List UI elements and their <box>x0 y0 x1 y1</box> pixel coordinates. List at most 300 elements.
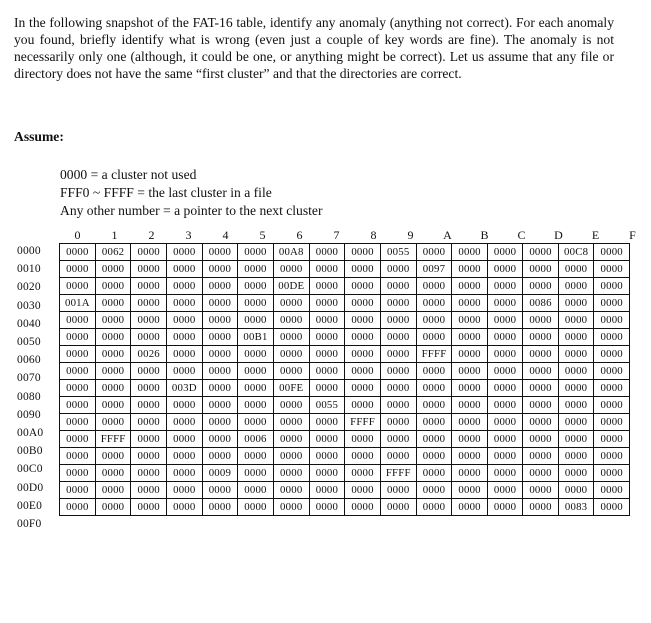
fat-cell: 0000 <box>309 380 344 397</box>
fat-cell: 0000 <box>452 346 487 363</box>
row-label-00A0: 00A0 <box>17 427 44 439</box>
fat-cell: 0000 <box>202 244 237 261</box>
fat-cell: 0000 <box>594 363 630 380</box>
fat-cell: 0000 <box>95 346 131 363</box>
fat-cell: 0000 <box>594 278 630 295</box>
fat-cell: 0000 <box>202 499 237 516</box>
column-header-5: 5 <box>259 228 266 242</box>
fat-cell: 0000 <box>487 499 522 516</box>
row-label-0030: 0030 <box>17 299 41 312</box>
row-label-0050: 0050 <box>17 336 41 348</box>
row-label-00D0: 00D0 <box>17 481 44 494</box>
fat-cell: 0000 <box>238 482 274 499</box>
column-header-4: 4 <box>222 228 229 242</box>
table-row <box>60 499 630 516</box>
fat-cell: 0000 <box>416 278 452 295</box>
fat-cell: 0000 <box>95 397 131 414</box>
fat-cell: 0000 <box>380 363 416 380</box>
fat-cell: 0000 <box>309 363 344 380</box>
fat-cell: 0000 <box>202 329 237 346</box>
fat-cell: 0000 <box>273 499 309 516</box>
fat-cell: 0000 <box>131 431 166 448</box>
fat-cell: 0097 <box>416 261 452 278</box>
fat-cell: 0000 <box>416 397 452 414</box>
fat-cell: 0000 <box>487 397 522 414</box>
legend-line-pointer: Any other number = a pointer to the next cluster <box>60 203 323 218</box>
fat-cell: 0000 <box>131 380 166 397</box>
fat-cell: 0000 <box>166 482 202 499</box>
fat-cell: 0000 <box>416 329 452 346</box>
fat-cell: 0000 <box>452 448 487 465</box>
row-label-0010: 0010 <box>17 263 41 276</box>
fat-cell: 0000 <box>131 482 166 499</box>
row-label-0070: 0070 <box>17 372 41 385</box>
fat-cell: 0000 <box>523 278 558 295</box>
fat-cell: 0000 <box>309 295 344 312</box>
fat-cell: 0000 <box>238 448 274 465</box>
fat-cell: 0000 <box>487 244 522 261</box>
fat-cell: 0000 <box>523 312 558 329</box>
fat-cell: 0000 <box>452 261 487 278</box>
fat-cell: 0000 <box>238 278 274 295</box>
row-label-0040: 0040 <box>17 317 41 330</box>
fat-cell: 0000 <box>487 482 522 499</box>
fat-cell: 0000 <box>594 380 630 397</box>
fat-cell: 0000 <box>202 431 237 448</box>
fat-cell: 0000 <box>594 448 630 465</box>
fat-cell: 0000 <box>273 312 309 329</box>
fat-cell: 0000 <box>345 499 381 516</box>
fat-cell: 0000 <box>238 414 274 431</box>
table-row <box>60 465 630 482</box>
fat-cell: 0000 <box>166 465 202 482</box>
fat-cell: 0000 <box>594 261 630 278</box>
fat-cell: 0000 <box>60 278 96 295</box>
fat-cell: 0000 <box>60 363 96 380</box>
fat-cell: 0000 <box>452 482 487 499</box>
fat-cell: 0000 <box>60 414 96 431</box>
fat-cell: 0000 <box>416 499 452 516</box>
fat-cell: 0000 <box>380 261 416 278</box>
fat-cell: 0000 <box>345 346 381 363</box>
fat-cell: 0000 <box>238 380 274 397</box>
fat-cell: 0000 <box>166 329 202 346</box>
fat-cell: 0000 <box>487 431 522 448</box>
fat-cell: 0000 <box>523 261 558 278</box>
fat-cell: 0000 <box>166 448 202 465</box>
fat-cell: 0000 <box>487 363 522 380</box>
fat-cell: 0000 <box>131 312 166 329</box>
fat-cell: 0000 <box>380 329 416 346</box>
fat-cell: 0000 <box>60 244 96 261</box>
fat-cell: 0000 <box>202 363 237 380</box>
fat-cell: 0000 <box>95 329 131 346</box>
fat-cell: 0000 <box>238 397 274 414</box>
fat-cell: 0000 <box>380 499 416 516</box>
fat-cell: 0000 <box>416 380 452 397</box>
fat-cell: 0000 <box>131 329 166 346</box>
fat-cell: 00B1 <box>238 329 274 346</box>
fat-cell: 0000 <box>452 244 487 261</box>
column-header-7: 7 <box>333 228 340 242</box>
fat-cell: 0000 <box>380 414 416 431</box>
fat-cell: 0086 <box>523 295 558 312</box>
fat-cell: 0000 <box>523 329 558 346</box>
fat-cell: 0000 <box>452 499 487 516</box>
fat-cell: 0000 <box>416 482 452 499</box>
fat-cell: 0000 <box>452 380 487 397</box>
fat-cell: 0000 <box>594 397 630 414</box>
fat-cell: 0083 <box>558 499 594 516</box>
row-label-00E0: 00E0 <box>17 499 43 512</box>
fat-cell: 0000 <box>202 414 237 431</box>
fat-cell: 0000 <box>523 482 558 499</box>
fat-cell: 0000 <box>523 431 558 448</box>
fat-cell: 0000 <box>594 329 630 346</box>
table-row <box>60 295 630 312</box>
fat-cell: 0000 <box>131 499 166 516</box>
table-row <box>60 363 630 380</box>
fat-cell: 0000 <box>95 380 131 397</box>
fat-cell: 0000 <box>380 312 416 329</box>
fat-cell: 0000 <box>202 482 237 499</box>
fat-cell: 0000 <box>380 482 416 499</box>
fat-cell: 0000 <box>309 499 344 516</box>
fat-cell: 0000 <box>380 448 416 465</box>
fat-cell: 0000 <box>309 278 344 295</box>
fat-cell: 0000 <box>345 465 381 482</box>
fat-cell: 0000 <box>558 465 594 482</box>
assume-heading: Assume: <box>14 129 64 144</box>
fat-cell: 0000 <box>309 346 344 363</box>
row-label-00B0: 00B0 <box>17 445 43 458</box>
fat-cell: 0000 <box>60 312 96 329</box>
fat-cell: 0000 <box>594 465 630 482</box>
fat-cell: 0000 <box>309 312 344 329</box>
fat-cell: 0000 <box>202 380 237 397</box>
fat-cell: 0000 <box>416 431 452 448</box>
fat-cell: 0000 <box>166 295 202 312</box>
fat-cell: 0000 <box>60 499 96 516</box>
fat-cell: 0000 <box>202 448 237 465</box>
fat-cell: 0000 <box>416 465 452 482</box>
fat-cell: 0000 <box>452 397 487 414</box>
fat-cell: 0000 <box>131 414 166 431</box>
fat-cell: 00FE <box>273 380 309 397</box>
fat-cell: 0000 <box>202 397 237 414</box>
fat-cell: 0000 <box>452 329 487 346</box>
fat-cell: 0000 <box>345 482 381 499</box>
column-header-E: E <box>591 228 600 242</box>
fat-cell: 0000 <box>345 278 381 295</box>
fat-cell: 0000 <box>202 295 237 312</box>
fat-cell: 0000 <box>273 431 309 448</box>
fat-cell: FFFF <box>380 465 416 482</box>
fat-cell: 0000 <box>558 295 594 312</box>
fat-cell: 0000 <box>558 363 594 380</box>
fat-cell: 0000 <box>380 397 416 414</box>
fat-cell: 0000 <box>487 329 522 346</box>
table-row <box>60 448 630 465</box>
fat-cell: 0000 <box>60 482 96 499</box>
fat-cell: 0000 <box>523 448 558 465</box>
fat-cell: 0026 <box>131 346 166 363</box>
fat-cell: 0000 <box>273 261 309 278</box>
column-header-6: 6 <box>296 228 303 242</box>
fat-cell: 0000 <box>558 431 594 448</box>
column-header-1: 1 <box>111 228 118 242</box>
fat-cell: 00C8 <box>558 244 594 261</box>
fat-cell: 0000 <box>416 312 452 329</box>
fat-cell: 0000 <box>345 380 381 397</box>
column-header-2: 2 <box>148 228 155 242</box>
fat-cell: 0000 <box>166 261 202 278</box>
fat-cell: 0000 <box>238 363 274 380</box>
fat-cell: 0000 <box>452 312 487 329</box>
fat-cell: 0000 <box>95 295 131 312</box>
table-row <box>60 380 630 397</box>
table-row <box>60 312 630 329</box>
fat-cell: 0000 <box>273 295 309 312</box>
fat-cell: 0000 <box>202 261 237 278</box>
fat-cell: 0000 <box>131 261 166 278</box>
fat-cell: 0000 <box>166 363 202 380</box>
column-header-8: 8 <box>370 228 377 242</box>
fat-cell: 0000 <box>452 295 487 312</box>
fat-cell: 0000 <box>131 295 166 312</box>
fat-cell: FFFF <box>95 431 131 448</box>
legend-line-last-cluster: FFF0 ~ FFFF = the last cluster in a file <box>60 185 272 200</box>
fat-cell: 0000 <box>238 295 274 312</box>
fat-cell: 0000 <box>273 329 309 346</box>
table-row <box>60 414 630 431</box>
fat-cell: 0000 <box>558 482 594 499</box>
fat-cell: 0000 <box>594 414 630 431</box>
table-row <box>60 482 630 499</box>
column-header-3: 3 <box>185 228 192 242</box>
column-header-C: C <box>517 228 526 242</box>
fat-cell: 0000 <box>166 244 202 261</box>
fat-cell: 00DE <box>273 278 309 295</box>
column-header-9: 9 <box>407 228 414 242</box>
fat-cell: 0006 <box>238 431 274 448</box>
fat-cell: 0000 <box>273 346 309 363</box>
fat-cell: 0000 <box>594 295 630 312</box>
fat-cell: 0000 <box>273 482 309 499</box>
fat-cell: 0000 <box>95 261 131 278</box>
fat-cell: 0009 <box>202 465 237 482</box>
fat-cell: 0000 <box>487 312 522 329</box>
fat-cell: 0062 <box>95 244 131 261</box>
fat-cell: 0000 <box>416 244 452 261</box>
table-row <box>60 329 630 346</box>
fat-cell: 0000 <box>594 244 630 261</box>
fat-cell: 0000 <box>345 448 381 465</box>
fat-cell: 0000 <box>558 414 594 431</box>
fat-cell: 0000 <box>380 295 416 312</box>
fat-cell: 0000 <box>60 397 96 414</box>
fat-cell: FFFF <box>416 346 452 363</box>
fat-cell: 0000 <box>452 363 487 380</box>
table-row <box>60 346 630 363</box>
column-header-F: F <box>629 228 636 242</box>
fat-cell: 0000 <box>380 346 416 363</box>
fat-cell: 0000 <box>60 448 96 465</box>
fat-cell: 0000 <box>487 380 522 397</box>
fat-cell: 0000 <box>594 431 630 448</box>
fat-cell: 0000 <box>558 261 594 278</box>
fat-cell: 0000 <box>487 261 522 278</box>
fat-cell: 0000 <box>166 397 202 414</box>
fat-cell: 0000 <box>558 329 594 346</box>
fat-cell: 0000 <box>238 465 274 482</box>
row-label-00C0: 00C0 <box>17 463 43 476</box>
fat-cell: 0000 <box>345 397 381 414</box>
fat-cell: 0000 <box>309 261 344 278</box>
fat-cell: 0000 <box>416 363 452 380</box>
fat-cell: 0000 <box>202 312 237 329</box>
row-label-0000: 0000 <box>17 245 41 257</box>
fat-cell: 0000 <box>309 465 344 482</box>
fat-cell: 0000 <box>95 312 131 329</box>
table-row <box>60 278 630 295</box>
table-row <box>60 397 630 414</box>
fat-cell: 0000 <box>95 363 131 380</box>
fat-cell: 0000 <box>166 346 202 363</box>
fat-cell: 0000 <box>95 482 131 499</box>
fat-cell: 0000 <box>166 414 202 431</box>
fat-cell: 0000 <box>594 482 630 499</box>
fat-cell: 0000 <box>166 431 202 448</box>
fat-table <box>59 243 630 516</box>
fat-cell: 0000 <box>345 329 381 346</box>
fat-cell: 0000 <box>452 278 487 295</box>
fat-cell: 0000 <box>380 380 416 397</box>
fat-cell: 0000 <box>131 244 166 261</box>
fat-cell: 0000 <box>558 380 594 397</box>
column-header-A: A <box>443 228 452 242</box>
fat-cell: 0000 <box>345 363 381 380</box>
fat-cell: 0000 <box>309 244 344 261</box>
fat-cell: 0000 <box>487 295 522 312</box>
fat-cell: 0000 <box>345 244 381 261</box>
fat-cell: 003D <box>166 380 202 397</box>
fat-cell: 0000 <box>273 363 309 380</box>
fat-cell: 0000 <box>273 414 309 431</box>
fat-cell: 0000 <box>60 431 96 448</box>
fat-cell: 0000 <box>523 380 558 397</box>
fat-cell: 0000 <box>487 278 522 295</box>
fat-cell: 0000 <box>95 414 131 431</box>
fat-cell: 0000 <box>131 278 166 295</box>
table-row <box>60 244 630 261</box>
fat-cell: 0000 <box>345 295 381 312</box>
fat-cell: 0000 <box>380 278 416 295</box>
fat-cell: 0000 <box>95 278 131 295</box>
fat-cell: 0000 <box>166 278 202 295</box>
fat-cell: 0000 <box>345 312 381 329</box>
fat-cell: 0000 <box>238 346 274 363</box>
fat-cell: 0000 <box>558 397 594 414</box>
fat-cell: 0000 <box>345 261 381 278</box>
fat-cell: 0000 <box>273 448 309 465</box>
fat-cell: 0000 <box>60 380 96 397</box>
fat-cell: 0000 <box>202 346 237 363</box>
fat-cell: 0000 <box>452 414 487 431</box>
fat-cell: 0000 <box>309 448 344 465</box>
fat-cell: 0000 <box>166 499 202 516</box>
fat-cell: 0000 <box>594 312 630 329</box>
fat-cell: 0000 <box>309 414 344 431</box>
row-label-0090: 0090 <box>17 408 41 421</box>
row-label-0060: 0060 <box>17 354 41 367</box>
fat-cell: 0000 <box>523 244 558 261</box>
column-header-D: D <box>554 228 563 242</box>
fat-cell: 0000 <box>558 312 594 329</box>
fat-cell: 0000 <box>380 431 416 448</box>
table-row <box>60 431 630 448</box>
fat-cell: 0000 <box>452 431 487 448</box>
fat-cell: 0000 <box>487 346 522 363</box>
fat-cell: 0000 <box>594 346 630 363</box>
row-label-00F0: 00F0 <box>17 518 42 530</box>
column-header-0: 0 <box>74 228 81 242</box>
fat-cell: 0000 <box>238 499 274 516</box>
fat-cell: 0000 <box>60 329 96 346</box>
fat-cell: 0000 <box>273 465 309 482</box>
fat-cell: 0000 <box>487 465 522 482</box>
fat-cell: FFFF <box>345 414 381 431</box>
fat-cell: 0000 <box>238 312 274 329</box>
fat-cell: 0000 <box>131 448 166 465</box>
fat-cell: 0000 <box>131 465 166 482</box>
fat-cell: 0000 <box>487 448 522 465</box>
fat-cell: 0000 <box>523 465 558 482</box>
fat-cell: 0000 <box>523 363 558 380</box>
fat-cell: 0000 <box>166 312 202 329</box>
fat-cell: 0000 <box>594 499 630 516</box>
fat-cell: 0000 <box>238 261 274 278</box>
fat-cell: 0000 <box>95 465 131 482</box>
fat-cell: 0000 <box>273 397 309 414</box>
row-label-0080: 0080 <box>17 390 41 403</box>
fat-cell: 0000 <box>345 431 381 448</box>
fat-cell: 0000 <box>558 448 594 465</box>
fat-cell: 0000 <box>523 414 558 431</box>
fat-cell: 0000 <box>487 414 522 431</box>
fat-cell: 001A <box>60 295 96 312</box>
fat-cell: 0000 <box>558 278 594 295</box>
fat-cell: 0000 <box>309 431 344 448</box>
fat-cell: 0000 <box>416 448 452 465</box>
fat-cell: 00A8 <box>273 244 309 261</box>
fat-cell: 0000 <box>523 346 558 363</box>
fat-cell: 0000 <box>60 465 96 482</box>
fat-cell: 0000 <box>558 346 594 363</box>
fat-cell: 0000 <box>238 244 274 261</box>
question-paragraph: In the following snapshot of the FAT-16 table, identify any anomaly (anything not correct). For each anomaly you found, briefly identify what is wrong (even just a couple of key words are fine). The anomaly is not necessarily only one (although, it could be one, or anything might be correct). Let us assume that any file or directory does not have the same “first cluster” and that the directories are correct. <box>14 15 614 81</box>
fat-cell: 0000 <box>416 414 452 431</box>
fat-cell: 0000 <box>131 363 166 380</box>
fat-cell: 0000 <box>202 278 237 295</box>
fat-cell: 0000 <box>95 448 131 465</box>
fat-cell: 0000 <box>60 261 96 278</box>
column-header-B: B <box>480 228 489 242</box>
table-row <box>60 261 630 278</box>
row-label-0020: 0020 <box>17 281 41 294</box>
legend-line-unused: 0000 = a cluster not used <box>60 167 197 182</box>
fat-cell: 0000 <box>131 397 166 414</box>
